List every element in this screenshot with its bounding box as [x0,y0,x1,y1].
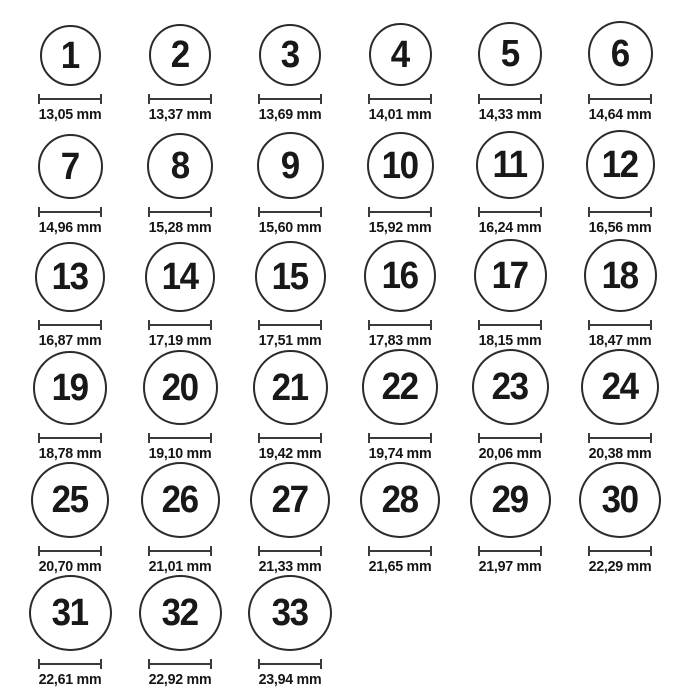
measure-bar-line [40,550,100,552]
ring-size-number: 9 [280,144,300,187]
ring-size-number: 29 [491,479,529,521]
measure-bar-line [150,663,210,665]
ring-circle [35,242,105,312]
ring-circle [478,22,542,86]
ring-size-number: 2 [170,34,190,76]
diameter-measure-bar [368,546,432,556]
ring-circle [364,240,436,312]
ring-circle [367,132,434,199]
measure-bar-line [40,211,100,213]
ring-size-number: 13 [51,256,89,298]
ring-size-number: 7 [60,145,80,188]
diameter-measure-bar [588,433,652,443]
ring-size-number: 33 [271,592,309,634]
diameter-label: 13,69 mm [258,106,322,123]
diameter-label: 22,61 mm [38,671,102,688]
ring-circle [250,462,330,538]
ring-size-item [565,123,675,236]
diameter-label: 21,97 mm [478,558,542,575]
ring-size-item [345,462,455,575]
ring-size-number: 1 [60,34,80,77]
ring-size-number: 8 [170,145,190,187]
diameter-measure-bar [588,320,652,330]
ring-size-item [125,462,235,575]
diameter-measure-bar [38,659,102,669]
ring-circle [581,349,659,425]
diameter-measure-bar [38,320,102,330]
measure-bar-line [370,324,430,326]
ring-size-number: 28 [381,479,419,521]
ring-size-number: 10 [381,144,419,187]
measure-bar-line [590,324,650,326]
ring-size-item [345,10,455,123]
measure-bar-line [370,550,430,552]
measure-bar-line [370,98,430,100]
ring-size-item [235,462,345,575]
diameter-measure-bar [258,433,322,443]
ring-size-item [455,123,565,236]
ring-size-item [345,349,455,462]
ring-size-number: 31 [51,592,89,634]
ring-size-number: 27 [271,479,309,521]
ring-size-number: 6 [610,32,630,75]
ring-circle [588,21,653,86]
measure-bar-line [40,324,100,326]
ring-circle [31,462,109,538]
measure-bar-line [590,98,650,100]
ring-circle [147,133,213,199]
ring-circle [362,349,438,425]
diameter-label: 14,33 mm [478,106,542,123]
ring-circle [369,23,432,86]
ring-size-number: 17 [491,254,529,297]
diameter-label: 14,64 mm [588,106,652,123]
diameter-label: 16,56 mm [588,219,652,236]
diameter-label: 14,96 mm [38,219,102,236]
ring-size-number: 21 [271,366,309,409]
diameter-label: 17,19 mm [148,332,212,349]
ring-size-number: 25 [51,479,89,521]
ring-size-item [565,349,675,462]
measure-bar-line [590,211,650,213]
diameter-measure-bar [368,207,432,217]
measure-bar-line [150,211,210,213]
diameter-measure-bar [258,546,322,556]
diameter-measure-bar [38,207,102,217]
ring-circle [360,462,440,538]
diameter-label: 21,01 mm [148,558,212,575]
diameter-label: 17,83 mm [368,332,432,349]
ring-circle [255,241,326,312]
measure-bar-line [40,437,100,439]
diameter-label: 19,42 mm [258,445,322,462]
diameter-measure-bar [148,546,212,556]
diameter-label: 15,60 mm [258,219,322,236]
diameter-measure-bar [258,207,322,217]
measure-bar-line [260,324,320,326]
ring-circle [586,130,655,199]
ring-size-item [15,10,125,123]
diameter-label: 16,24 mm [478,219,542,236]
ring-circle [257,132,324,199]
ring-size-item [15,123,125,236]
diameter-label: 23,94 mm [258,671,322,688]
ring-size-number: 32 [161,592,199,634]
ring-size-item [235,236,345,349]
ring-size-item [125,236,235,349]
ring-circle [143,350,218,425]
ring-size-item [235,10,345,123]
measure-bar-line [480,211,540,213]
diameter-measure-bar [588,207,652,217]
measure-bar-line [260,437,320,439]
diameter-label: 15,28 mm [148,219,212,236]
diameter-measure-bar [148,94,212,104]
measure-bar-line [150,98,210,100]
ring-size-item [15,236,125,349]
diameter-label: 18,15 mm [478,332,542,349]
ring-size-number: 20 [161,366,199,409]
measure-bar-line [260,98,320,100]
diameter-label: 19,74 mm [368,445,432,462]
ring-circle [470,462,551,538]
ring-circle [253,350,328,425]
ring-size-item [15,462,125,575]
ring-size-item [455,349,565,462]
ring-circle [40,25,101,86]
diameter-measure-bar [588,94,652,104]
diameter-measure-bar [478,433,542,443]
diameter-label: 20,06 mm [478,445,542,462]
ring-size-item [565,462,675,575]
ring-size-number: 23 [491,366,529,408]
ring-circle [579,462,661,538]
ring-circle [149,24,211,86]
measure-bar-line [480,98,540,100]
measure-bar-line [260,211,320,213]
ring-size-number: 3 [280,34,300,76]
diameter-measure-bar [148,433,212,443]
ring-circle [584,239,657,312]
diameter-measure-bar [478,320,542,330]
ring-size-item [235,575,345,688]
ring-size-number: 12 [601,143,639,186]
diameter-label: 14,01 mm [368,106,432,123]
ring-size-item [455,10,565,123]
ring-size-number: 11 [492,144,528,186]
diameter-measure-bar [258,659,322,669]
diameter-label: 15,92 mm [368,219,432,236]
diameter-label: 20,38 mm [588,445,652,462]
ring-size-item [125,123,235,236]
ring-size-number: 15 [271,255,309,298]
diameter-label: 21,33 mm [258,558,322,575]
diameter-measure-bar [148,207,212,217]
measure-bar-line [590,550,650,552]
diameter-measure-bar [258,94,322,104]
diameter-measure-bar [368,433,432,443]
diameter-label: 16,87 mm [38,332,102,349]
diameter-measure-bar [148,320,212,330]
ring-circle [38,134,103,199]
ring-size-item [125,575,235,688]
ring-circle [33,351,107,425]
measure-bar-line [480,550,540,552]
diameter-measure-bar [38,94,102,104]
ring-circle [248,575,332,651]
ring-size-number: 16 [381,255,419,297]
measure-bar-line [480,437,540,439]
diameter-measure-bar [148,659,212,669]
diameter-measure-bar [38,433,102,443]
ring-size-number: 18 [601,254,639,297]
diameter-label: 20,70 mm [38,558,102,575]
ring-size-number: 5 [500,33,520,75]
measure-bar-line [150,550,210,552]
ring-size-item [565,236,675,349]
measure-bar-line [590,437,650,439]
ring-size-item [15,575,125,688]
ring-size-item [455,462,565,575]
ring-size-item [565,10,675,123]
measure-bar-line [150,324,210,326]
ring-size-item [345,236,455,349]
ring-circle [145,242,215,312]
ring-size-item [125,349,235,462]
ring-circle [476,131,544,199]
diameter-label: 18,78 mm [38,445,102,462]
diameter-label: 22,29 mm [588,558,652,575]
ring-size-number: 22 [381,366,419,408]
diameter-label: 17,51 mm [258,332,322,349]
ring-size-number: 4 [390,33,410,76]
ring-circle [259,24,321,86]
measure-bar-line [370,211,430,213]
measure-bar-line [150,437,210,439]
ring-size-item [235,349,345,462]
measure-bar-line [260,550,320,552]
diameter-label: 22,92 mm [148,671,212,688]
ring-size-item [15,349,125,462]
diameter-measure-bar [368,94,432,104]
diameter-measure-bar [478,546,542,556]
measure-bar-line [370,437,430,439]
ring-size-number: 14 [161,256,199,298]
ring-size-item [125,10,235,123]
diameter-measure-bar [368,320,432,330]
ring-circle [141,462,220,538]
ring-size-item [345,123,455,236]
ring-size-number: 24 [601,366,639,408]
diameter-measure-bar [478,207,542,217]
ring-size-number: 26 [161,479,199,521]
diameter-label: 18,47 mm [588,332,652,349]
diameter-measure-bar [38,546,102,556]
diameter-measure-bar [258,320,322,330]
measure-bar-line [40,663,100,665]
diameter-measure-bar [588,546,652,556]
ring-circle [29,575,112,651]
ring-size-number: 19 [51,367,89,409]
diameter-label: 13,05 mm [38,106,102,123]
measure-bar-line [40,98,100,100]
measure-bar-line [480,324,540,326]
diameter-label: 19,10 mm [148,445,212,462]
diameter-label: 13,37 mm [148,106,212,123]
diameter-measure-bar [478,94,542,104]
ring-circle [139,575,222,651]
ring-size-number: 30 [601,479,639,521]
ring-size-item [235,123,345,236]
ring-circle [472,349,549,425]
ring-circle [474,239,547,312]
ring-size-item [455,236,565,349]
measure-bar-line [260,663,320,665]
diameter-label: 21,65 mm [368,558,432,575]
